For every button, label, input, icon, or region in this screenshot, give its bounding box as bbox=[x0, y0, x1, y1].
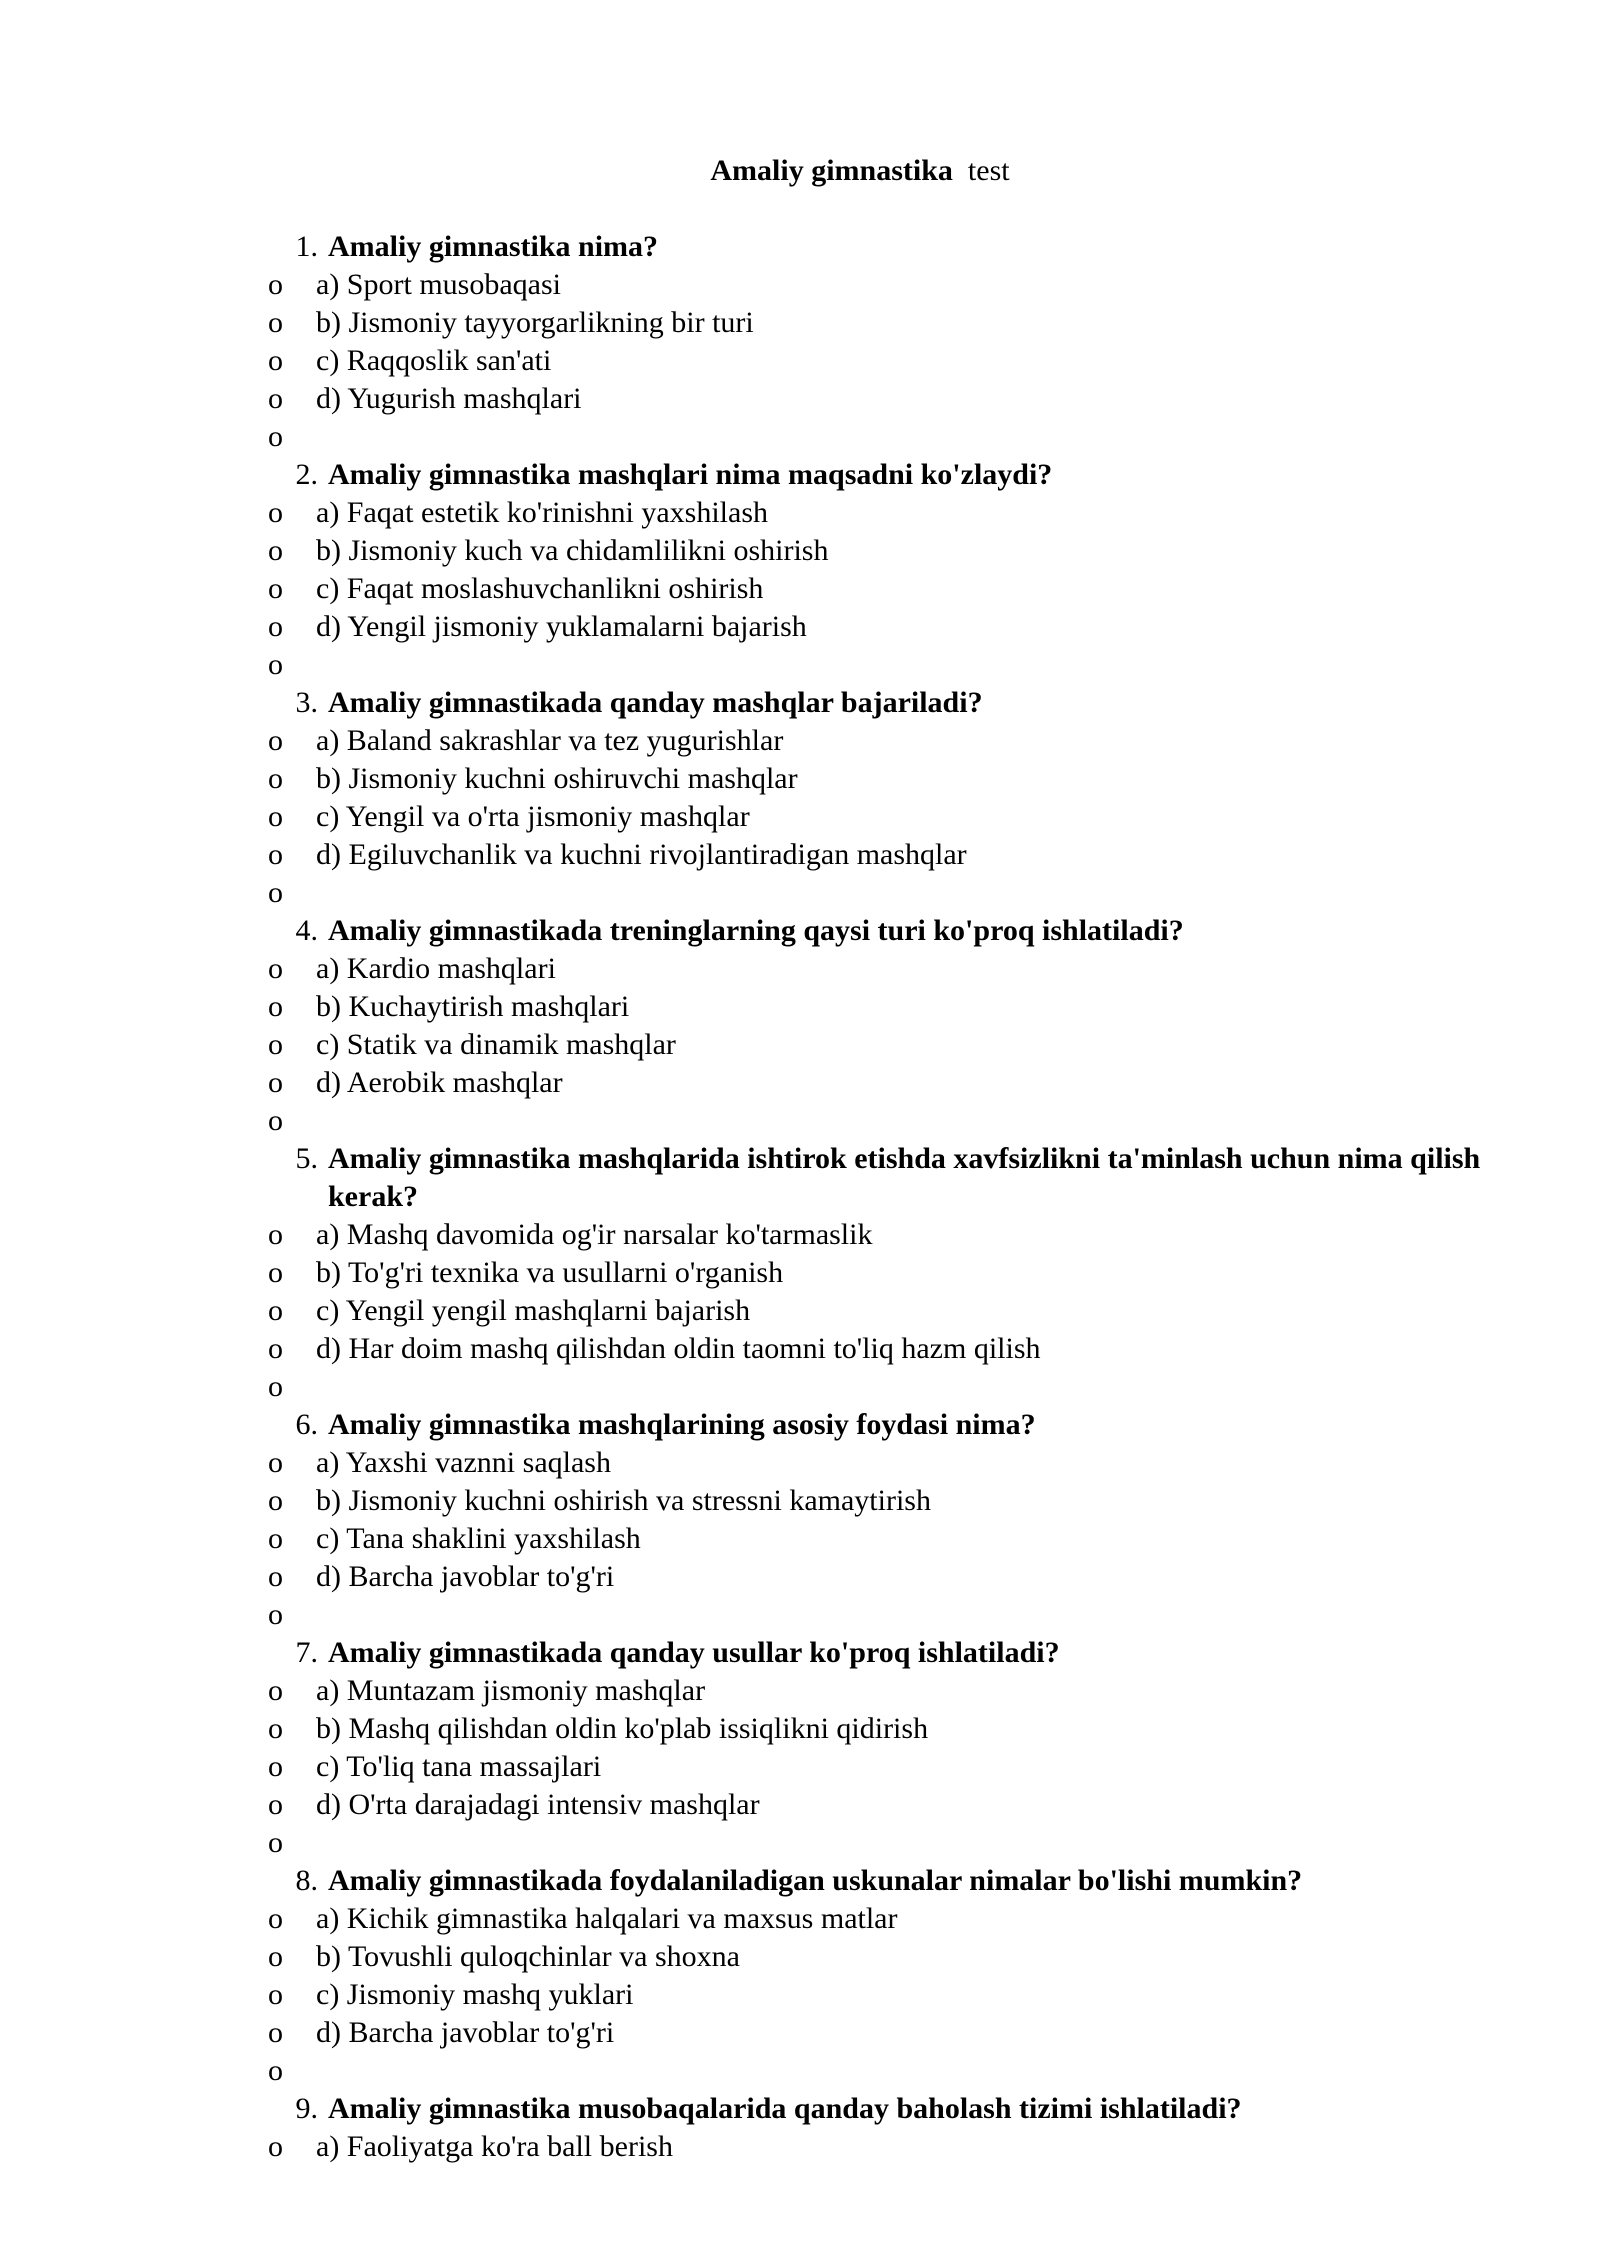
answer-option-text: c) Statik va dinamik mashqlar bbox=[316, 1028, 676, 1061]
answer-option bbox=[262, 1976, 1502, 2014]
answer-option-text: a) Kardio mashqlari bbox=[316, 952, 556, 985]
bullet-marker: o bbox=[268, 1522, 283, 1555]
bullet-marker: o bbox=[268, 1712, 283, 1745]
question-title bbox=[262, 1406, 1502, 1444]
question-number: 8. bbox=[295, 1864, 318, 1897]
bullet-marker: o bbox=[268, 2054, 283, 2087]
answer-option bbox=[262, 798, 1502, 836]
answer-option bbox=[262, 1672, 1502, 1710]
bullet-marker: o bbox=[268, 344, 283, 377]
question-text: Amaliy gimnastikada qanday mashqlar bajariladi? bbox=[328, 686, 983, 719]
bullet-marker: o bbox=[268, 1484, 283, 1517]
answer-option-text: b) Tovushli quloqchinlar va shoxna bbox=[316, 1940, 740, 1973]
empty-bullet-line bbox=[262, 1102, 1502, 1140]
answer-option bbox=[262, 2128, 1502, 2166]
answer-option bbox=[262, 1786, 1502, 1824]
answer-option-text: d) Barcha javoblar to'g'ri bbox=[316, 2016, 615, 2049]
answer-option bbox=[262, 570, 1502, 608]
answer-option bbox=[262, 1482, 1502, 1520]
title-suffix: test bbox=[967, 154, 1010, 187]
bullet-marker: o bbox=[268, 648, 283, 681]
question-number: 2. bbox=[295, 458, 318, 491]
answer-option-text: a) Sport musobaqasi bbox=[316, 268, 561, 301]
answer-option-text: a) Faqat estetik ko'rinishni yaxshilash bbox=[316, 496, 768, 529]
answer-option-text: d) O'rta darajadagi intensiv mashqlar bbox=[316, 1788, 760, 1821]
bullet-marker: o bbox=[268, 1294, 283, 1327]
answer-option-text: a) Yaxshi vaznni saqlash bbox=[316, 1446, 611, 1479]
question-block bbox=[262, 228, 1502, 456]
bullet-marker: o bbox=[268, 1902, 283, 1935]
answer-option-text: b) To'g'ri texnika va usullarni o'rganish bbox=[316, 1256, 784, 1289]
answer-option-text: d) Aerobik mashqlar bbox=[316, 1066, 563, 1099]
bullet-marker: o bbox=[268, 496, 283, 529]
bullet-marker: o bbox=[268, 1370, 283, 1403]
question-text: Amaliy gimnastikada treninglarning qaysi turi ko'proq ishlatiladi? bbox=[328, 914, 1184, 947]
answer-option bbox=[262, 760, 1502, 798]
question-title bbox=[262, 456, 1502, 494]
answer-option bbox=[262, 1900, 1502, 1938]
question-number: 3. bbox=[295, 686, 318, 719]
answer-option bbox=[262, 304, 1502, 342]
bullet-marker: o bbox=[268, 1978, 283, 2011]
answer-option-text: d) Egiluvchanlik va kuchni rivojlantiradigan mashqlar bbox=[316, 838, 967, 871]
answer-option-text: d) Yugurish mashqlari bbox=[316, 382, 582, 415]
bullet-marker: o bbox=[268, 1598, 283, 1631]
answer-option-text: b) Jismoniy kuchni oshirish va stressni kamaytirish bbox=[316, 1484, 931, 1517]
bullet-marker: o bbox=[268, 268, 283, 301]
question-title bbox=[262, 2090, 1502, 2128]
answer-option-text: c) Yengil va o'rta jismoniy mashqlar bbox=[316, 800, 750, 833]
question-text: Amaliy gimnastika nima? bbox=[328, 230, 659, 263]
answer-option bbox=[262, 1216, 1502, 1254]
bullet-marker: o bbox=[268, 534, 283, 567]
question-title bbox=[262, 228, 1502, 266]
answer-option bbox=[262, 1748, 1502, 1786]
question-number: 4. bbox=[295, 914, 318, 947]
bullet-marker: o bbox=[268, 2016, 283, 2049]
question-title bbox=[262, 1634, 1502, 1672]
question-title bbox=[262, 1862, 1502, 1900]
empty-bullet-line bbox=[262, 1824, 1502, 1862]
answer-option bbox=[262, 1330, 1502, 1368]
answer-option bbox=[262, 1938, 1502, 1976]
question-text: Amaliy gimnastika musobaqalarida qanday baholash tizimi ishlatiladi? bbox=[328, 2092, 1242, 2125]
empty-bullet-line bbox=[262, 874, 1502, 912]
question-list bbox=[262, 228, 1502, 2166]
answer-option-text: b) Jismoniy kuchni oshiruvchi mashqlar bbox=[316, 762, 798, 795]
page-title bbox=[0, 152, 1600, 190]
bullet-marker: o bbox=[268, 1028, 283, 1061]
answer-option-text: a) Faoliyatga ko'ra ball berish bbox=[316, 2130, 673, 2163]
bullet-marker: o bbox=[268, 876, 283, 909]
bullet-marker: o bbox=[268, 762, 283, 795]
question-text: Amaliy gimnastika mashqlari nima maqsadni ko'zlaydi? bbox=[328, 458, 1053, 491]
answer-option bbox=[262, 1558, 1502, 1596]
answer-option bbox=[262, 1064, 1502, 1102]
question-title bbox=[262, 1140, 1502, 1216]
bullet-marker: o bbox=[268, 990, 283, 1023]
bullet-marker: o bbox=[268, 420, 283, 453]
bullet-marker: o bbox=[268, 306, 283, 339]
bullet-marker: o bbox=[268, 800, 283, 833]
empty-bullet-line bbox=[262, 418, 1502, 456]
bullet-marker: o bbox=[268, 1256, 283, 1289]
bullet-marker: o bbox=[268, 572, 283, 605]
answer-option bbox=[262, 494, 1502, 532]
answer-option-text: b) Jismoniy kuch va chidamlilikni oshirish bbox=[316, 534, 829, 567]
answer-option-text: b) Jismoniy tayyorgarlikning bir turi bbox=[316, 306, 754, 339]
answer-option bbox=[262, 836, 1502, 874]
bullet-marker: o bbox=[268, 1332, 283, 1365]
bullet-marker: o bbox=[268, 2130, 283, 2163]
empty-bullet-line bbox=[262, 1596, 1502, 1634]
answer-option bbox=[262, 1444, 1502, 1482]
answer-option bbox=[262, 532, 1502, 570]
bullet-marker: o bbox=[268, 1218, 283, 1251]
question-block bbox=[262, 2090, 1502, 2166]
answer-option-text: d) Yengil jismoniy yuklamalarni bajarish bbox=[316, 610, 807, 643]
bullet-marker: o bbox=[268, 1940, 283, 1973]
answer-option-text: c) Faqat moslashuvchanlikni oshirish bbox=[316, 572, 764, 605]
answer-option-text: c) Jismoniy mashq yuklari bbox=[316, 1978, 634, 2011]
question-number: 6. bbox=[295, 1408, 318, 1441]
bullet-marker: o bbox=[268, 838, 283, 871]
empty-bullet-line bbox=[262, 2052, 1502, 2090]
question-text: Amaliy gimnastikada foydalaniladigan uskunalar nimalar bo'lishi mumkin? bbox=[328, 1864, 1303, 1897]
answer-option-text: b) Kuchaytirish mashqlari bbox=[316, 990, 630, 1023]
question-block bbox=[262, 684, 1502, 912]
question-number: 1. bbox=[295, 230, 318, 263]
bullet-marker: o bbox=[268, 1788, 283, 1821]
bullet-marker: o bbox=[268, 1066, 283, 1099]
bullet-marker: o bbox=[268, 1674, 283, 1707]
answer-option bbox=[262, 950, 1502, 988]
answer-option-text: d) Barcha javoblar to'g'ri bbox=[316, 1560, 615, 1593]
question-title bbox=[262, 912, 1502, 950]
answer-option bbox=[262, 988, 1502, 1026]
bullet-marker: o bbox=[268, 1826, 283, 1859]
bullet-marker: o bbox=[268, 724, 283, 757]
answer-option-text: c) Tana shaklini yaxshilash bbox=[316, 1522, 641, 1555]
answer-option bbox=[262, 1026, 1502, 1064]
answer-option-text: a) Kichik gimnastika halqalari va maxsus matlar bbox=[316, 1902, 898, 1935]
bullet-marker: o bbox=[268, 610, 283, 643]
empty-bullet-line bbox=[262, 646, 1502, 684]
bullet-marker: o bbox=[268, 1104, 283, 1137]
answer-option bbox=[262, 722, 1502, 760]
bullet-marker: o bbox=[268, 1560, 283, 1593]
bullet-marker: o bbox=[268, 1446, 283, 1479]
question-block bbox=[262, 1140, 1502, 1406]
answer-option-text: b) Mashq qilishdan oldin ko'plab issiqlikni qidirish bbox=[316, 1712, 929, 1745]
bullet-marker: o bbox=[268, 952, 283, 985]
answer-option bbox=[262, 1520, 1502, 1558]
answer-option bbox=[262, 2014, 1502, 2052]
bullet-marker: o bbox=[268, 382, 283, 415]
question-block bbox=[262, 456, 1502, 684]
question-text: Amaliy gimnastikada qanday usullar ko'proq ishlatiladi? bbox=[328, 1636, 1060, 1669]
question-number: 9. bbox=[295, 2092, 318, 2125]
answer-option bbox=[262, 1254, 1502, 1292]
question-number: 5. bbox=[295, 1142, 318, 1175]
question-title bbox=[262, 684, 1502, 722]
answer-option bbox=[262, 608, 1502, 646]
answer-option bbox=[262, 266, 1502, 304]
answer-option bbox=[262, 1710, 1502, 1748]
answer-option-text: a) Muntazam jismoniy mashqlar bbox=[316, 1674, 706, 1707]
question-text: Amaliy gimnastika mashqlarida ishtirok etishda xavfsizlikni ta'minlash uchun nima qilish kerak? bbox=[328, 1142, 1481, 1213]
answer-option bbox=[262, 380, 1502, 418]
title-main: Amaliy gimnastika bbox=[710, 154, 953, 187]
question-number: 7. bbox=[295, 1636, 318, 1669]
question-block bbox=[262, 1406, 1502, 1634]
question-text: Amaliy gimnastika mashqlarining asosiy foydasi nima? bbox=[328, 1408, 1036, 1441]
empty-bullet-line bbox=[262, 1368, 1502, 1406]
answer-option-text: a) Mashq davomida og'ir narsalar ko'tarmaslik bbox=[316, 1218, 873, 1251]
question-block bbox=[262, 1634, 1502, 1862]
answer-option-text: c) Yengil yengil mashqlarni bajarish bbox=[316, 1294, 751, 1327]
answer-option-text: a) Baland sakrashlar va tez yugurishlar bbox=[316, 724, 784, 757]
answer-option bbox=[262, 1292, 1502, 1330]
bullet-marker: o bbox=[268, 1750, 283, 1783]
question-block bbox=[262, 1862, 1502, 2090]
answer-option-text: d) Har doim mashq qilishdan oldin taomni to'liq hazm qilish bbox=[316, 1332, 1041, 1365]
answer-option bbox=[262, 342, 1502, 380]
answer-option-text: c) To'liq tana massajlari bbox=[316, 1750, 602, 1783]
answer-option-text: c) Raqqoslik san'ati bbox=[316, 344, 552, 377]
question-block bbox=[262, 912, 1502, 1140]
